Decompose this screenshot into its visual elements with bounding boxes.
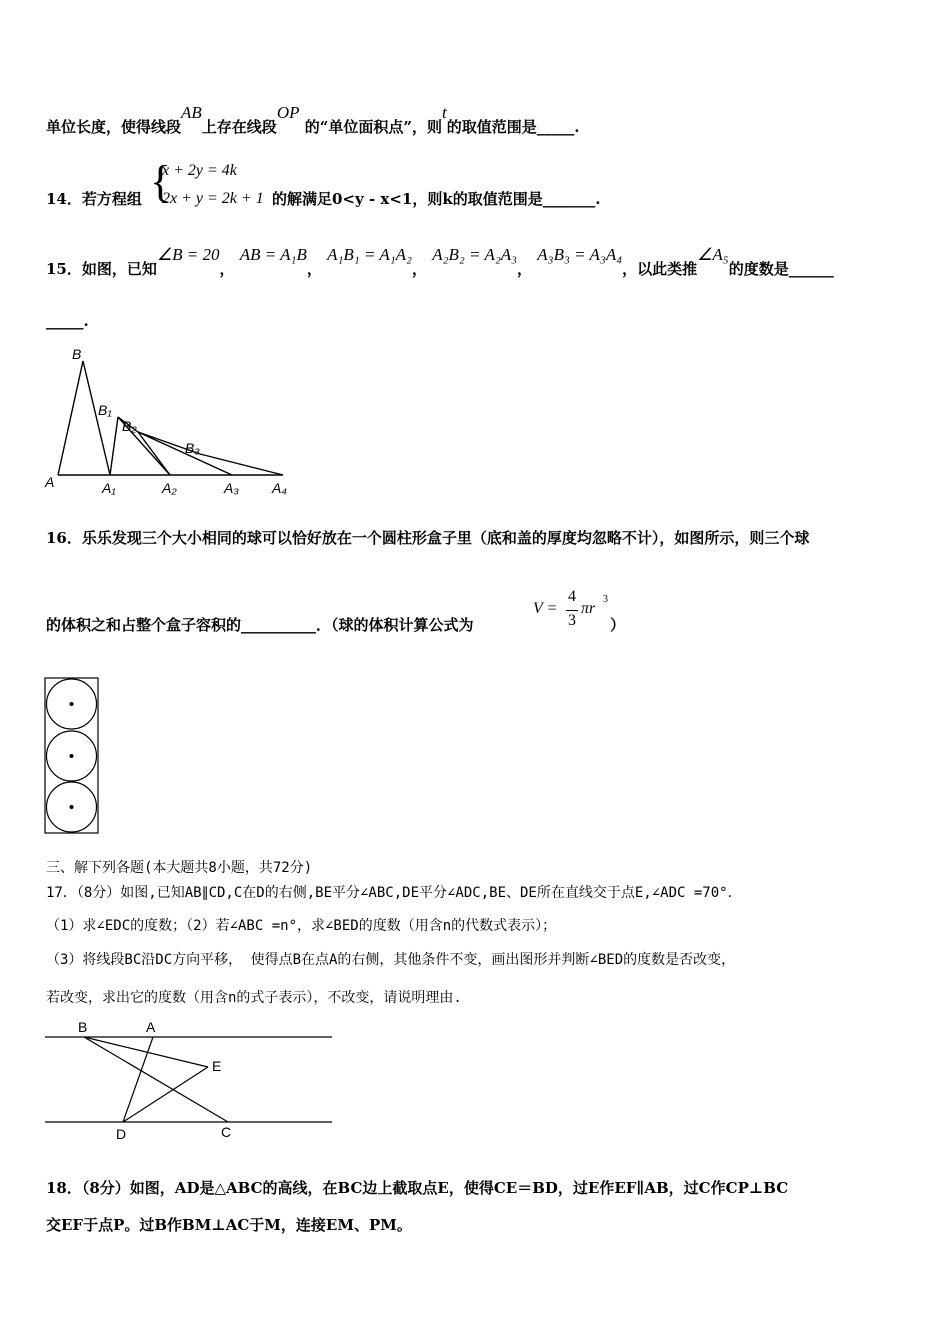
fig17-label-a: A bbox=[146, 1019, 156, 1035]
fig15-label-b1: B₁ bbox=[98, 402, 112, 418]
q15-figure bbox=[40, 345, 300, 505]
fig17-label-b: B bbox=[78, 1019, 88, 1035]
fig17-label-e: E bbox=[212, 1058, 222, 1074]
q15-sep-1: ， bbox=[219, 260, 235, 278]
q13-text-3: 的“单位面积点”，则 bbox=[304, 118, 442, 136]
fig15-label-a4: A₄ bbox=[272, 480, 287, 496]
fig16-center-1 bbox=[70, 702, 74, 706]
q15-angle: ∠A₅ bbox=[697, 245, 729, 264]
q15-mid: ，以此类推 bbox=[622, 260, 698, 278]
fig17-label-c: C bbox=[221, 1124, 232, 1140]
q16-close: ） bbox=[610, 616, 626, 634]
q15-suffix: 的度数是______ bbox=[728, 260, 834, 278]
q13-text-2: 上存在线段 bbox=[201, 118, 277, 136]
q15-cond-2: AB = A₁B bbox=[239, 245, 307, 264]
q17-line-3: （3）将线段BC沿DC方向平移， 使得点B在点A的右侧，其他条件不变，画出图形并判断∠BED的度数是否改变， bbox=[46, 952, 736, 968]
q16-formula-right: πr bbox=[581, 600, 596, 617]
fig15-label-a2: A₂ bbox=[162, 480, 177, 496]
fig15-segment-b3-a4 bbox=[200, 454, 283, 475]
q15-cond-1: ∠B = 20 bbox=[156, 245, 220, 264]
fig15-segment-a-b bbox=[58, 361, 83, 475]
q13-math-op: OP bbox=[276, 103, 300, 122]
q14-suffix: 的解满足0<y - x<1，则k的取值范围是_______. bbox=[272, 190, 601, 208]
q13-math-ab: AB bbox=[181, 103, 202, 122]
fig15-label-a1: A₁ bbox=[102, 480, 116, 496]
q15-prefix: 15．如图，已知 bbox=[46, 260, 157, 278]
q18-line-2: 交EF于点P。过B作BM⊥AC于M，连接EM、PM。 bbox=[46, 1216, 412, 1234]
q17-line-4: 若改变，求出它的度数（用含n的式子表示），不改变，请说明理由. bbox=[46, 990, 462, 1006]
fig15-segment-a1-b1 bbox=[110, 417, 118, 475]
q15-cond-4: A₂B₂ = A₂A₃ bbox=[432, 245, 518, 264]
fig16-center-3 bbox=[70, 805, 74, 809]
section3-title: 三、解下列各题(本大题共8小题，共72分) bbox=[46, 860, 313, 876]
q18-line-1: 18．（8分）如图，AD是△ABC的高线，在BC边上截取点E，使得CE＝BD，过E作EF∥AB，过C作CP⊥BC bbox=[46, 1179, 789, 1197]
q16-formula-num: 4 bbox=[568, 588, 576, 605]
fig17-segment-d-e bbox=[123, 1067, 208, 1122]
q16-line-1: 16．乐乐发现三个大小相同的球可以恰好放在一个圆柱形盒子里（底和盖的厚度均忽略不计），如图所示，则三个球 bbox=[46, 529, 810, 547]
q16-formula-left: V = bbox=[533, 600, 558, 617]
q13-line bbox=[46, 103, 580, 137]
q16-fraction-bar bbox=[566, 610, 578, 611]
q17-line-2: （1）求∠EDC的度数；（2）若∠ABC =n°，求∠BED的度数（用含n的代数式表示）； bbox=[46, 918, 557, 934]
fig17-segment-b-c bbox=[84, 1037, 228, 1122]
q15-cond-3: A₁B₁ = A₁A₂ bbox=[327, 245, 412, 264]
fig15-label-b3: B₃ bbox=[185, 440, 200, 456]
fig17-segment-b-e bbox=[84, 1037, 208, 1067]
q15-sep-3: ， bbox=[411, 260, 427, 278]
q17-figure bbox=[40, 1015, 340, 1145]
fig17-label-d: D bbox=[116, 1126, 127, 1142]
fig15-segment-a2-b2 bbox=[138, 432, 170, 475]
q14-prefix: 14．若方程组 bbox=[46, 190, 142, 208]
q15-cond-5: A₃B₃ = A₃A₄ bbox=[537, 245, 623, 264]
q14-eq2: 2x + y = 2k + 1 bbox=[162, 190, 264, 207]
q13-text-1: 单位长度，使得线段 bbox=[46, 118, 182, 136]
q15-sep-2: ， bbox=[306, 260, 322, 278]
q13-math-t: t bbox=[441, 103, 447, 122]
fig15-label-a3: A₃ bbox=[224, 480, 239, 496]
fig15-label-b: B bbox=[72, 346, 82, 362]
q13-text-4: 的取值范围是_____. bbox=[446, 118, 580, 136]
q14-eq1: x + 2y = 4k bbox=[162, 162, 237, 179]
q14-brace: { bbox=[150, 157, 172, 206]
q16-line-2: 的体积之和占整个盒子容积的__________．（球的体积计算公式为 bbox=[46, 616, 474, 634]
fig15-label-b2: B₂ bbox=[122, 418, 137, 434]
fig16-center-2 bbox=[70, 754, 74, 758]
q16-figure bbox=[44, 677, 100, 835]
fig15-segment-b-a1 bbox=[83, 361, 110, 475]
q16-formula-exp: 3 bbox=[603, 594, 608, 605]
q17-line-1: 17．（8分）如图,已知AB∥CD,C在D的右侧,BE平分∠ABC,DE平分∠ADC,BE、DE所在直线交于点E,∠ADC =70°． bbox=[46, 885, 742, 901]
q16-formula-den: 3 bbox=[568, 612, 576, 629]
fig15-label-a: A bbox=[45, 474, 55, 490]
q15-line bbox=[46, 245, 834, 279]
q15-blank-line: _____. bbox=[46, 312, 89, 330]
q15-sep-4: ， bbox=[517, 260, 533, 278]
